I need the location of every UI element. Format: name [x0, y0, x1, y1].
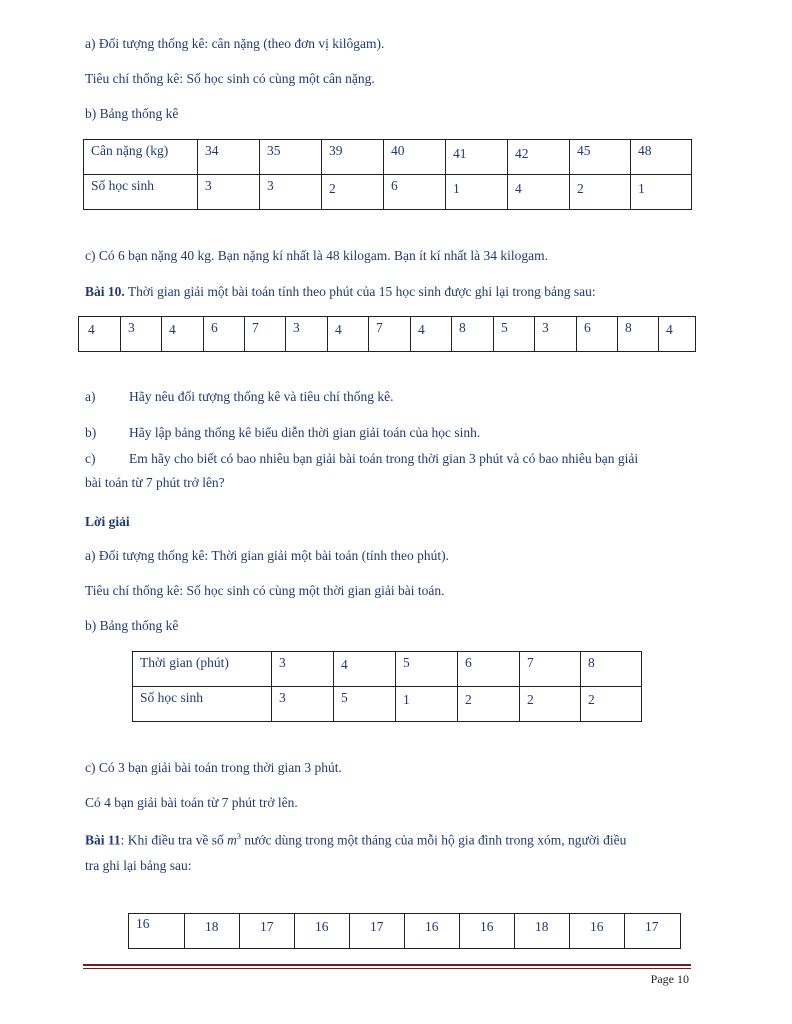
- exercise-10-text: Thời gian giải một bài toán tính theo phút của 15 học sinh được ghi lại trong bảng sau:: [124, 284, 596, 299]
- table-cell: 8: [452, 317, 494, 352]
- table-cell: 16: [295, 914, 350, 949]
- table-cell: 2: [520, 687, 581, 722]
- table-cell: 1: [446, 175, 508, 210]
- table-cell: 6: [384, 175, 446, 210]
- table-cell: 6: [204, 317, 245, 352]
- table-cell: 5: [334, 687, 396, 722]
- table-cell: 34: [198, 140, 260, 175]
- question-c-label: c): [85, 451, 96, 466]
- question-b-label: b): [85, 425, 97, 440]
- exercise-10-title: Bài 10.: [85, 284, 125, 299]
- table-cell: 40: [384, 140, 446, 175]
- table-cell: 35: [260, 140, 322, 175]
- table-cell: 4: [411, 317, 452, 352]
- table-cell: 42: [508, 140, 570, 175]
- table-row: [133, 652, 642, 687]
- table-row: [84, 175, 692, 210]
- table-cell: 2: [570, 175, 631, 210]
- table-cell: 16: [570, 914, 625, 949]
- exercise-11-text-cont: nước dùng trong một tháng của mỗi hộ gia đình trong xóm, người điều: [240, 832, 627, 848]
- table-cell: 2: [322, 175, 384, 210]
- solution10-c: c) Có 3 bạn giải bài toán trong thời gian 3 phút.: [85, 760, 342, 775]
- table-cell: 4: [334, 652, 396, 687]
- table-row: [84, 140, 692, 175]
- table-cell: 1: [631, 175, 692, 210]
- table-cell: 16: [460, 914, 515, 949]
- table-cell: 2: [458, 687, 520, 722]
- math-m: m: [227, 832, 237, 848]
- table-cell: 5: [494, 317, 535, 352]
- table-cell: 4: [659, 317, 696, 352]
- table-cell: 7: [369, 317, 411, 352]
- table-cell: 18: [185, 914, 240, 949]
- footer-divider-thin: [83, 968, 691, 969]
- table-cell: 41: [446, 140, 508, 175]
- table-cell: Số học sinh: [84, 175, 198, 210]
- table-cell: Thời gian (phút): [133, 652, 272, 687]
- exercise-11-text: : Khi điều tra về số: [120, 832, 228, 848]
- table-cell: 1: [396, 687, 458, 722]
- table-cell: 45: [570, 140, 631, 175]
- table-cell: 7: [520, 652, 581, 687]
- table-cell: 4: [79, 317, 121, 352]
- question-b-text: Hãy lập bảng thống kê biểu diễn thời gian giải toán của học sinh.: [129, 425, 481, 440]
- footer-divider: [83, 964, 691, 966]
- solution-a-text: a) Đối tượng thống kê: cân nặng (theo đơn vị kilôgam).: [85, 36, 385, 51]
- table-cell: 16: [129, 914, 185, 949]
- table-cell: 3: [286, 317, 328, 352]
- solution10-b: b) Bảng thống kê: [85, 618, 179, 633]
- table-cell: 4: [162, 317, 204, 352]
- table-cell: 8: [618, 317, 659, 352]
- table-row: [133, 687, 642, 722]
- solution-heading: Lời giải: [85, 514, 130, 529]
- table-cell: 18: [515, 914, 570, 949]
- exercise-10: [85, 284, 596, 300]
- table-cell: Cân nặng (kg): [84, 140, 198, 175]
- solution10-criteria: Tiêu chí thống kê: Số học sinh có cùng một thời gian giải bài toán.: [85, 583, 445, 598]
- table-cell: 3: [260, 175, 322, 210]
- exercise-11-title: Bài 11: [85, 832, 121, 848]
- table-cell: 3: [198, 175, 260, 210]
- question-a-text: Hãy nêu đối tượng thống kê và tiêu chí thống kê.: [129, 389, 394, 404]
- question-b: [85, 425, 480, 441]
- weight-table: [83, 139, 692, 210]
- table-row: [129, 914, 681, 949]
- question-c: [85, 451, 638, 467]
- table-cell: 4: [508, 175, 570, 210]
- question-a: [85, 389, 394, 405]
- table-cell: 7: [245, 317, 286, 352]
- math-exponent: 3: [236, 832, 241, 841]
- solution-c-text: c) Có 6 bạn nặng 40 kg. Bạn nặng kí nhất là 48 kilogam. Bạn ít kí nhất là 34 kilogam.: [85, 248, 549, 263]
- table-cell: 2: [581, 687, 642, 722]
- table-heading: b) Bảng thống kê: [85, 106, 179, 121]
- table-cell: 6: [458, 652, 520, 687]
- question-c-text: Em hãy cho biết có bao nhiêu bạn giải bài toán trong thời gian 3 phút và có bao nhiêu bạn giải: [129, 451, 639, 466]
- table-cell: 17: [625, 914, 681, 949]
- page-number: Page 10: [650, 972, 689, 986]
- table-row: [79, 317, 696, 352]
- table-cell: 3: [272, 652, 334, 687]
- exercise-11-text2: tra ghi lại bảng sau:: [85, 858, 192, 873]
- table-cell: 6: [577, 317, 618, 352]
- table-cell: 39: [322, 140, 384, 175]
- question-a-label: a): [85, 389, 96, 404]
- table-cell: 3: [535, 317, 577, 352]
- table-cell: 17: [240, 914, 295, 949]
- water-table: [128, 913, 681, 949]
- question-c-cont: bài toán từ 7 phút trở lên?: [85, 475, 225, 490]
- table-cell: 3: [272, 687, 334, 722]
- table-cell: 4: [328, 317, 369, 352]
- table-cell: 5: [396, 652, 458, 687]
- table-cell: 8: [581, 652, 642, 687]
- solution10-c2: Có 4 bạn giải bài toán từ 7 phút trở lên.: [85, 795, 298, 810]
- table-cell: 16: [405, 914, 460, 949]
- table-cell: 17: [350, 914, 405, 949]
- solution10-a: a) Đối tượng thống kê: Thời gian giải một bài toán (tính theo phút).: [85, 548, 450, 563]
- criteria-text: Tiêu chí thống kê: Số học sinh có cùng một cân nặng.: [85, 71, 375, 86]
- time-stats-table: [132, 651, 642, 722]
- time-data-table: [78, 316, 696, 352]
- table-cell: 48: [631, 140, 692, 175]
- exercise-11: [85, 832, 626, 849]
- table-cell: Số học sinh: [133, 687, 272, 722]
- table-cell: 3: [121, 317, 162, 352]
